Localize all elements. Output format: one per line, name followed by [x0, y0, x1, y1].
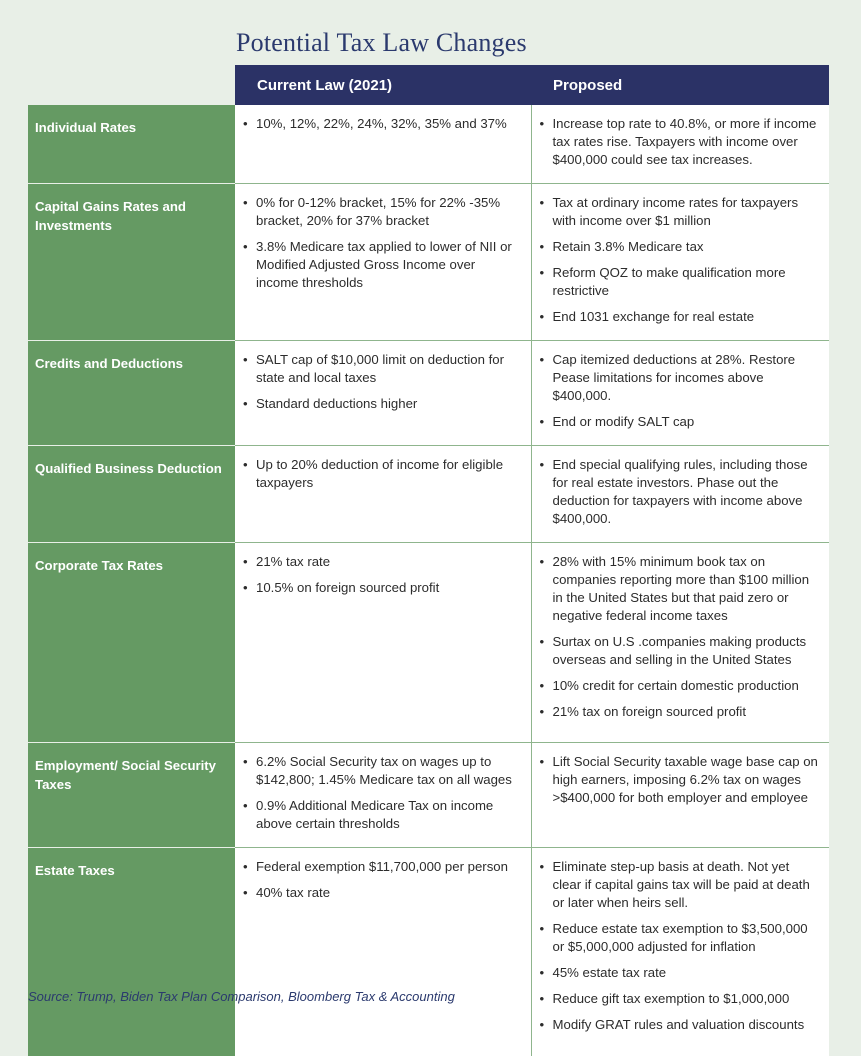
proposed-list [540, 456, 820, 528]
current-list [243, 456, 521, 492]
current-list [243, 351, 521, 413]
list-item: • 10%, 12%, 22%, 24%, 32%, 35% and 37% [243, 115, 521, 133]
list-item: • Lift Social Security taxable wage base cap on high earners, imposing 6.2% tax on wages >$400,000 for both employer and employee [540, 753, 820, 807]
row-label: Qualified Business Deduction [28, 446, 235, 543]
header-spacer [28, 65, 235, 105]
current-list [243, 115, 521, 133]
list-item: • 10.5% on foreign sourced profit [243, 579, 521, 597]
proposed-cell [531, 848, 829, 1056]
list-item: • 0.9% Additional Medicare Tax on income above certain thresholds [243, 797, 521, 833]
current-list [243, 858, 521, 902]
list-item: • 45% estate tax rate [540, 964, 820, 982]
list-item: • Tax at ordinary income rates for taxpayers with income over $1 million [540, 194, 820, 230]
proposed-cell [531, 743, 829, 848]
current-cell [235, 743, 531, 848]
proposed-list [540, 351, 820, 431]
proposed-cell [531, 105, 829, 184]
proposed-cell [531, 184, 829, 341]
list-item: • Cap itemized deductions at 28%. Restore Pease limitations for incomes above $400,000. [540, 351, 820, 405]
table-row [28, 341, 829, 446]
list-item: • SALT cap of $10,000 limit on deduction for state and local taxes [243, 351, 521, 387]
current-cell [235, 184, 531, 341]
list-item: • Eliminate step-up basis at death. Not yet clear if capital gains tax will be paid at death or later when heirs sell. [540, 858, 820, 912]
header-current-law: Current Law (2021) [235, 65, 531, 105]
list-item: • Up to 20% deduction of income for eligible taxpayers [243, 456, 521, 492]
current-list [243, 553, 521, 597]
current-list [243, 194, 521, 292]
list-item: • Modify GRAT rules and valuation discounts [540, 1016, 820, 1034]
row-label: Corporate Tax Rates [28, 543, 235, 743]
page-title: Potential Tax Law Changes [236, 28, 527, 57]
list-item: • End 1031 exchange for real estate [540, 308, 820, 326]
list-item: • Federal exemption $11,700,000 per person [243, 858, 521, 876]
current-cell [235, 848, 531, 1056]
list-item: • Reform QOZ to make qualification more restrictive [540, 264, 820, 300]
list-item: • End special qualifying rules, including those for real estate investors. Phase out the deduction for taxpayers with income above $400,000. [540, 456, 820, 528]
table-row [28, 543, 829, 743]
list-item: • 3.8% Medicare tax applied to lower of NII or Modified Adjusted Gross Income over income thresholds [243, 238, 521, 292]
tax-comparison-table [28, 65, 829, 1056]
row-label: Employment/ Social Security Taxes [28, 743, 235, 848]
list-item: • Retain 3.8% Medicare tax [540, 238, 820, 256]
current-cell [235, 341, 531, 446]
list-item: • 28% with 15% minimum book tax on companies reporting more than $100 million in the United States but that paid zero or negative federal income taxes [540, 553, 820, 625]
list-item: • 40% tax rate [243, 884, 521, 902]
header-proposed: Proposed [531, 65, 829, 105]
table-row [28, 848, 829, 1056]
list-item: • Surtax on U.S .companies making products overseas and selling in the United States [540, 633, 820, 669]
current-cell [235, 105, 531, 184]
list-item: • 10% credit for certain domestic production [540, 677, 820, 695]
proposed-cell [531, 446, 829, 543]
proposed-list [540, 753, 820, 807]
table-row [28, 184, 829, 341]
current-cell [235, 446, 531, 543]
current-cell [235, 543, 531, 743]
source-note: Source: Trump, Biden Tax Plan Comparison, Bloomberg Tax & Accounting [28, 989, 455, 1004]
proposed-list [540, 194, 820, 326]
table-row [28, 105, 829, 184]
list-item: • 0% for 0-12% bracket, 15% for 22% -35% bracket, 20% for 37% bracket [243, 194, 521, 230]
proposed-list [540, 553, 820, 721]
row-label: Estate Taxes [28, 848, 235, 1056]
list-item: • Reduce estate tax exemption to $3,500,000 or $5,000,000 adjusted for inflation [540, 920, 820, 956]
proposed-list [540, 858, 820, 1034]
row-label: Individual Rates [28, 105, 235, 184]
proposed-cell [531, 341, 829, 446]
proposed-list [540, 115, 820, 169]
table-row [28, 743, 829, 848]
proposed-cell [531, 543, 829, 743]
list-item: • Increase top rate to 40.8%, or more if income tax rates rise. Taxpayers with income over $400,000 could see tax increases. [540, 115, 820, 169]
list-item: • 21% tax on foreign sourced profit [540, 703, 820, 721]
row-label: Credits and Deductions [28, 341, 235, 446]
list-item: • 6.2% Social Security tax on wages up to $142,800; 1.45% Medicare tax on all wages [243, 753, 521, 789]
list-item: • Standard deductions higher [243, 395, 521, 413]
list-item: • End or modify SALT cap [540, 413, 820, 431]
header-row [28, 65, 829, 105]
table-row [28, 446, 829, 543]
list-item: • Reduce gift tax exemption to $1,000,000 [540, 990, 820, 1008]
list-item: • 21% tax rate [243, 553, 521, 571]
current-list [243, 753, 521, 833]
row-label: Capital Gains Rates and Investments [28, 184, 235, 341]
